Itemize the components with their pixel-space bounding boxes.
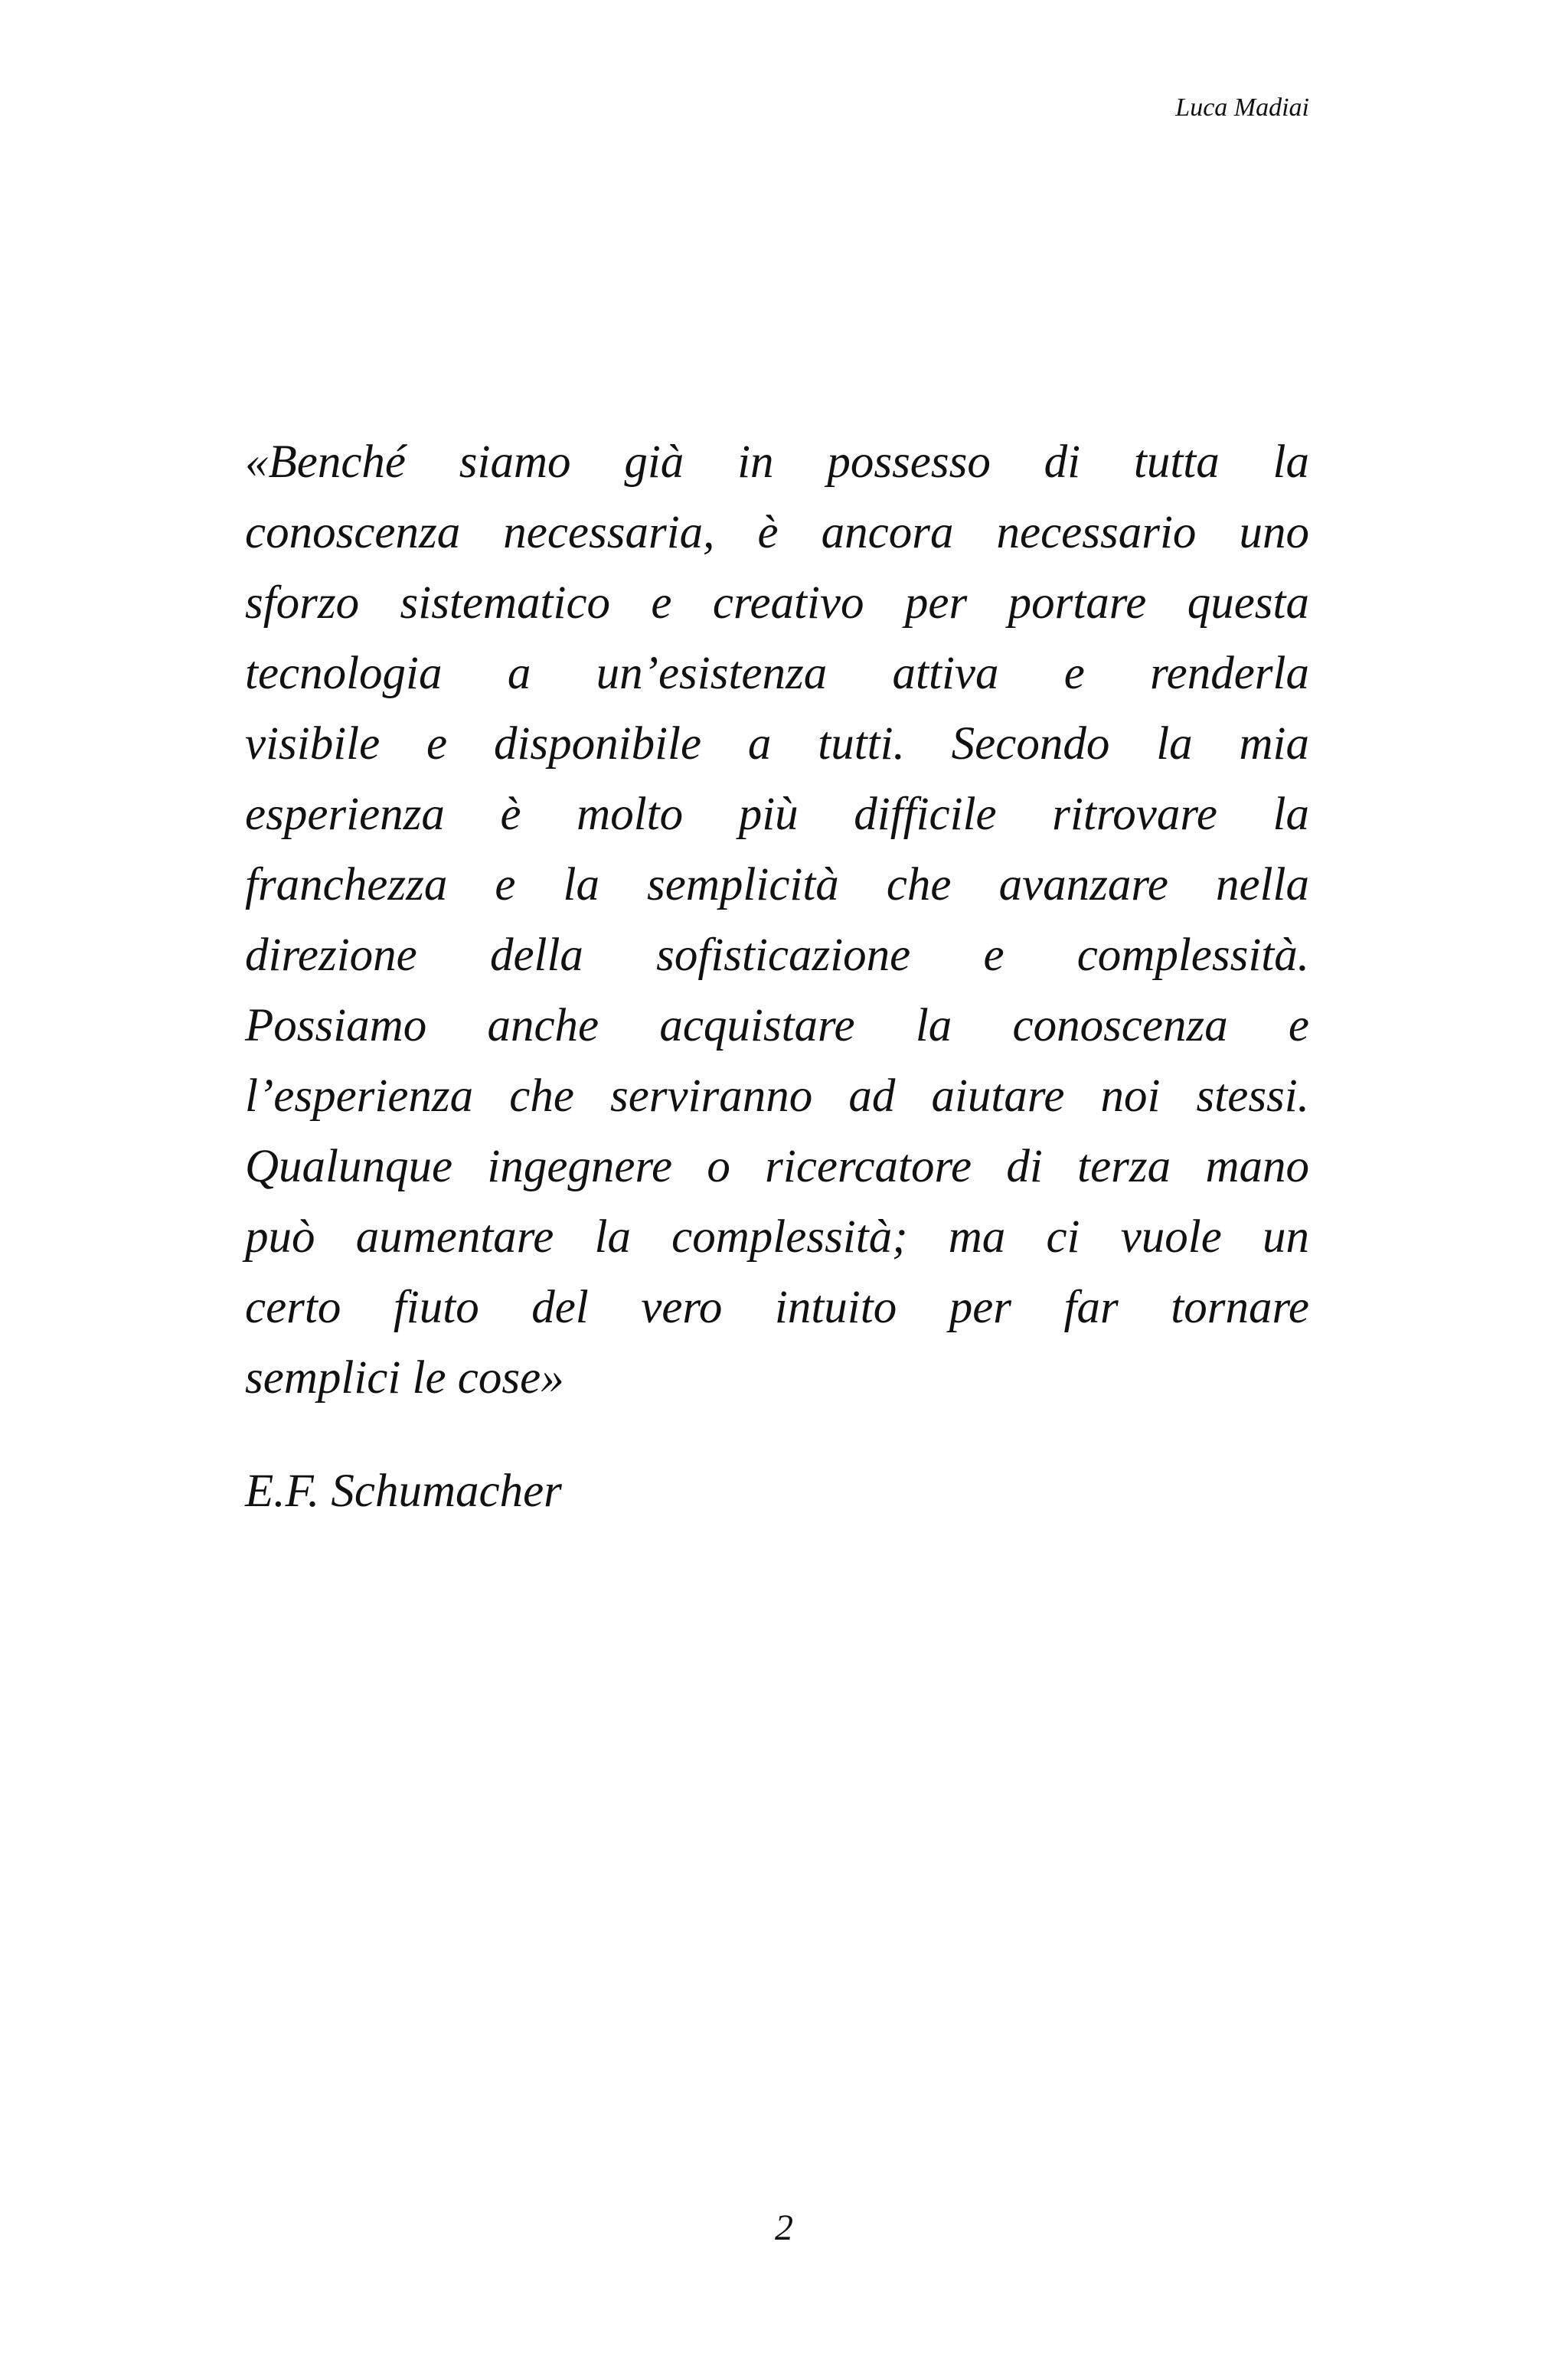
- quote-line: esperienza è molto più difficile ritrovare la: [245, 789, 1309, 840]
- running-header-author: Luca Madiai: [1175, 93, 1309, 122]
- quote-line: franchezza e la semplicità che avanzare nella: [245, 859, 1309, 910]
- quote-line-last: semplici le cose»: [245, 1352, 564, 1404]
- quote-line: direzione della sofisticazione e complessità.: [245, 930, 1309, 981]
- quote-attribution: E.F. Schumacher: [245, 1466, 562, 1517]
- quote-line: certo fiuto del vero intuito per far tornare: [245, 1282, 1309, 1333]
- quote-line: l’esperienza che serviranno ad aiutare noi stessi.: [245, 1070, 1309, 1122]
- quote-line: visibile e disponibile a tutti. Secondo la mia: [245, 718, 1309, 770]
- quote-line: Qualunque ingegnere o ricercatore di terza mano: [245, 1141, 1309, 1192]
- quote-line: conoscenza necessaria, è ancora necessario uno: [245, 507, 1309, 558]
- quote-line: «Benché siamo già in possesso di tutta la: [245, 436, 1309, 488]
- epigraph-quote: [245, 427, 1309, 1413]
- page-number: 2: [775, 2208, 793, 2248]
- quote-line: Possiamo anche acquistare la conoscenza e: [245, 1000, 1309, 1051]
- quote-line: sforzo sistematico e creativo per portare questa: [245, 577, 1309, 629]
- quote-line: tecnologia a un’esistenza attiva e renderla: [245, 648, 1309, 699]
- quote-line: può aumentare la complessità; ma ci vuole un: [245, 1211, 1309, 1263]
